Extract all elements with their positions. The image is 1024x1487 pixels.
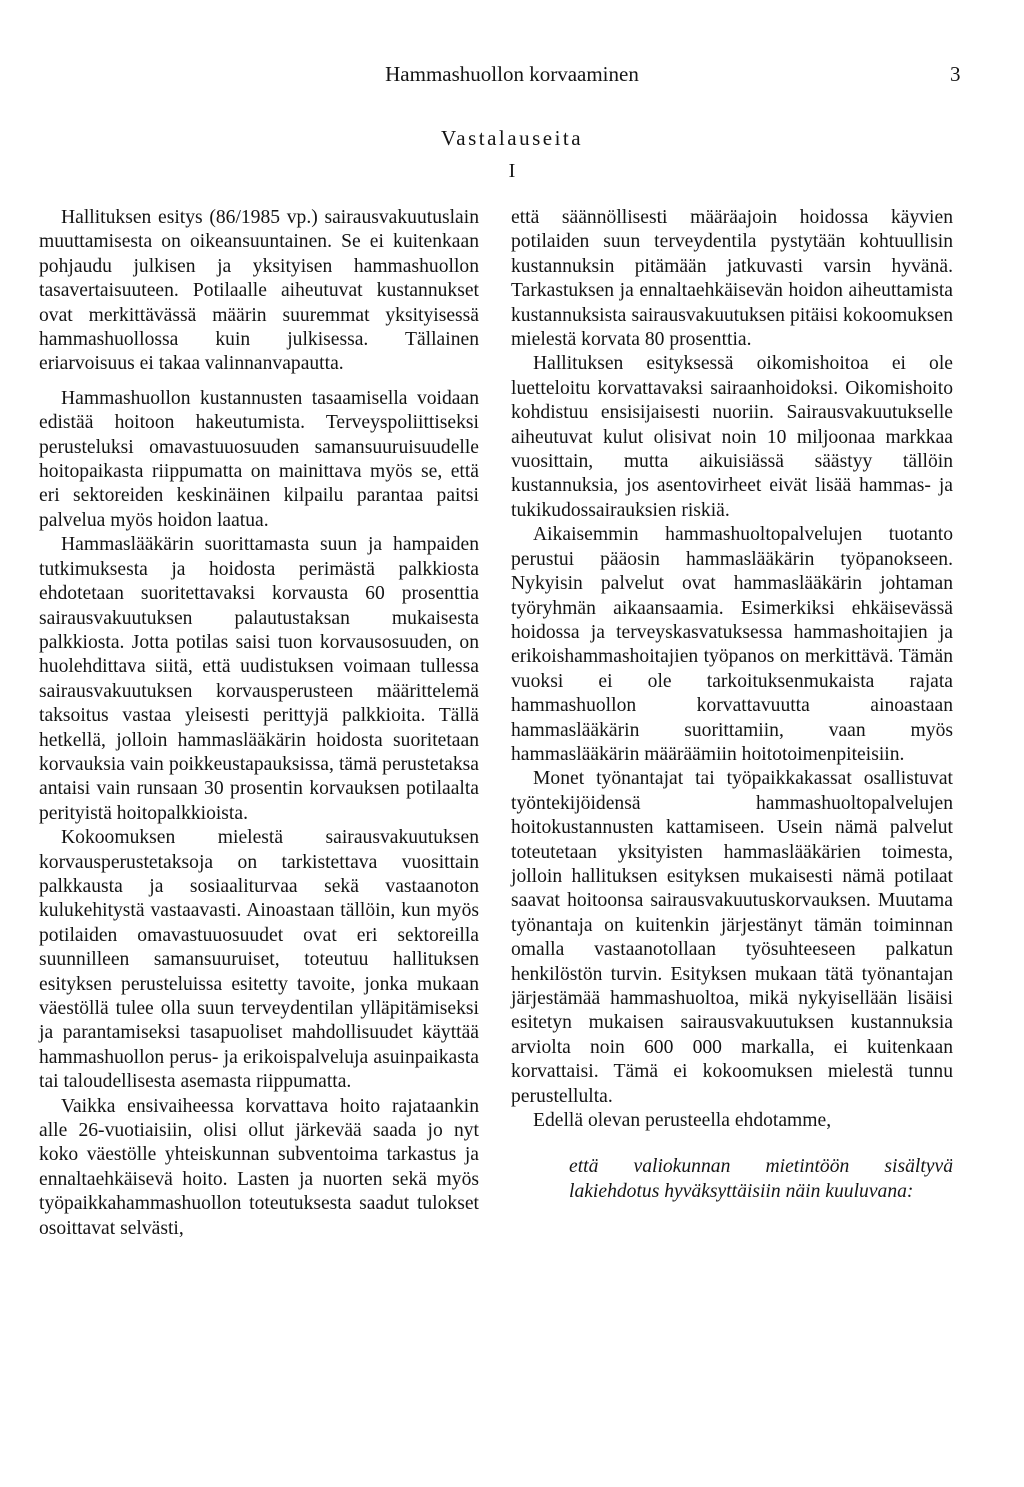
paragraph: Hammaslääkärin suorittamasta suun ja hampaiden tutkimuksesta ja hoidosta perimästä palkkiosta ehdotetaan suoritettavaksi korvausta 60 prosenttia sairausvakuutuksen palautustaksan mukaisesta palkkiosta. Jotta potilas saisi tuon korvausosuuden, on huolehdittava siitä, että uudistuksen voimaan tullessa sairausvakuutuksen korvausperusteen määrittelemä taksoitus vastaa yleisesti perittyjä palkkioita. Tällä hetkellä, jolloin hammaslääkärin hoidosta suoritetaan korvauksia vain poikkeustapauksissa, tämä perustetaksa antaisi vain runsaan 30 prosentin korvauksen potilaalta perityistä hoitopalkkioista. <box>39 534 479 824</box>
paragraph: Hammashuollon kustannusten tasaamisella voidaan edistää hoitoon hakeutumista. Terveyspoliittiseksi perusteluksi omavastuuosuuden samansuuruisuudelle hoitopaikasta riippumatta on mainittava myös se, että eri sektoreiden keskinäinen kilpailu parantaa paitsi palvelua myös hoidon laatua. <box>39 387 479 531</box>
running-head: Hammashuollon korvaaminen <box>385 62 639 86</box>
left-column <box>39 206 479 1241</box>
page-number: 3 <box>950 62 961 86</box>
paragraph: Hallituksen esityksessä oikomishoitoa ei ole luetteloitu korvattavaksi sairaanhoidoksi. Oikomishoito kohdistuu ensisijaisesti nuoriin. Sairausvakuutukselle aiheutuvat kulut olisivat noin 10 miljoonaa markkaa vuosittain, mutta aikuisiässä säästyy tällöin kustannuksia, jos asentovirheet eivät lisää hammas- ja tukikudossairauksien riskiä. <box>511 353 953 521</box>
paragraph: Kokoomuksen mielestä sairausvakuutuksen korvausperustetaksoja on tarkistettava vuosittain palkkausta ja sosiaaliturvaa sekä vastaanoton kulukehitystä vastaavasti. Ainoastaan tällöin, kun myös potilaiden omavastuuosuudet ovat eri sektoreilla suunnilleen samansuuruiset, toteutuu hallituksen esityksen perusteluissa esitetty tavoite, jonka mukaan väestöllä tulee olla suun terveydentilan ylläpitämiseksi ja parantamiseksi tasapuoliset mahdollisuudet käyttää hammashuollon perus- ja erikoispalveluja asuinpaikasta tai taloudellisesta asemasta riippumatta. <box>39 827 479 1093</box>
paragraph: Monet työnantajat tai työpaikkakassat osallistuvat työntekijöidensä hammashuoltopalvelujen hoitokustannusten kattamiseen. Usein nämä palvelut toteutetaan yksityisten hammaslääkärien toimesta, jolloin hallituksen esityksen mukaisesti nämä potilaat saavat hoitoonsa sairausvakuutuskorvauksen. Muutama työnantaja on kuitenkin järjestänyt tämän toiminnan omalla vastaanotollaan työsuhteeseen palkatun henkilöstön turvin. Esityksen mukaan tätä työnantajan järjestämää hammashuoltoa, mikä nykyisellään lisäisi esitetyn mukaisen sairausvakuutuksen kustannuksia arviolta noin 600 000 markalla, ei kuitenkaan korvattaisi. Tämä ei kokoomuksen mielestä tunnu perustellulta. <box>511 768 953 1107</box>
paragraph: Hallituksen esitys (86/1985 vp.) sairausvakuutuslain muuttamisesta on oikeansuuntainen. Se ei kuitenkaan pohjaudu julkisen ja yksityisen hammashuollon tasavertaisuuteen. Potilaalle aiheutuvat kustannukset ovat merkittävässä määrin suuremmat yksityisessä hammashuollossa kuin julkisessa. Tällainen eriarvoisuus ei takaa valinnanvapautta. <box>39 207 479 375</box>
paragraph: Edellä olevan perusteella ehdotamme, <box>533 1110 832 1132</box>
section-numeral: I <box>508 160 516 182</box>
paragraph: että säännöllisesti määräajoin hoidossa käyvien potilaiden suun terveydentila pystytään kohtuullisin kustannuksin pitämään jatkuvasti varsin hyvänä. Tarkastuksen ja ennaltaehkäisevän hoidon aiheuttamista kustannuksista sairausvakuutuksen pitäisi kokoomuksen mielestä korvata 80 prosenttia. <box>511 207 953 351</box>
paragraph: Vaikka ensivaiheessa korvattava hoito rajataankin alle 26-vuotiaisiin, olisi ollut järkevää saada jo nyt koko väestölle yhteiskunnan subventoima tarkastus ja ennaltaehkäisevä hoito. Lasten ja nuorten sekä myös työpaikkahammashuollon toteutuksesta saadut tulokset osoittavat selvästi, <box>39 1095 479 1239</box>
section-title: Vastalauseita <box>440 126 584 150</box>
right-column <box>511 206 953 1204</box>
proposal-text: että valiokunnan mietintöön sisältyvä lakiehdotus hyväksyttäisiin näin kuuluvana: <box>569 1156 953 1202</box>
paragraph: Aikaisemmin hammashuoltopalvelujen tuotanto perustui pääosin hammaslääkärin työpanokseen. Nykyisin palvelut ovat hammaslääkärin johtaman työryhmän aikaansaamia. Esimerkiksi ehkäisevässä hoidossa ja terveyskasvatuksessa hammashoitajien ja erikoishammashoitajien työpanos on merkittävä. Tämän vuoksi ei ole tarkoituksenmukaista rajata hammashuollon korvattavuutta ainoastaan hammaslääkärin suorittamiin, vaan myös hammaslääkärin määräämiin hoitotoimenpiteisiin. <box>511 524 953 765</box>
